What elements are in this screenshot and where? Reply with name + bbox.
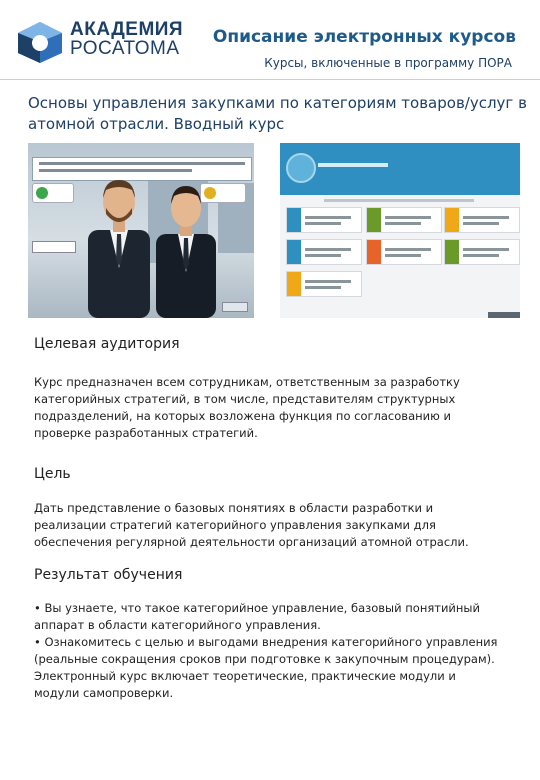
cycle-step-tile [286, 239, 362, 265]
section-text-goal [34, 500, 504, 551]
section-text-audience [34, 374, 504, 442]
cycle-step-tile [444, 239, 520, 265]
caption-label [32, 241, 76, 253]
cycle-step-tile [286, 207, 362, 233]
header-divider [0, 79, 540, 80]
presenter-left-icon [80, 168, 158, 318]
paragraph: Электронный курс включает теоретические, практические модули и модули самопроверки. [34, 669, 456, 700]
cycle-step-tile [286, 271, 362, 297]
paragraph: Курс предназначен всем сотрудникам, ответственным за разработку категорийных стратегий, в том числе, представителям структурных подразделений, на которых возложена функция по согласованию и проверке разработанных стратегий. [34, 375, 460, 440]
course-screenshot-cycle [280, 143, 520, 318]
rosatom-academy-logo-icon [14, 20, 66, 64]
bullet-item: • Вы узнаете, что такое категорийное управление, базовый понятийный аппарат в области категорийного управления. [34, 601, 480, 632]
section-text-results [34, 600, 504, 702]
section-heading-audience: Целевая аудитория [34, 336, 180, 352]
cycle-caption [324, 199, 474, 202]
presenter-right-icon [150, 178, 222, 318]
section-heading-results: Результат обучения [34, 567, 183, 583]
paragraph: Дать представление о базовых понятиях в области разработки и реализации стратегий категорийного управления закупками для обеспечения регулярной деятельности организаций атомной отрасли. [34, 501, 469, 549]
cycle-header-banner [280, 143, 520, 195]
cycle-step-tile [366, 239, 442, 265]
brand-line1: АКАДЕМИЯ [70, 19, 184, 40]
course-screenshot-presenters [28, 143, 254, 318]
cycle-step-tile [444, 207, 520, 233]
cycle-step-tile [366, 207, 442, 233]
brand-name [70, 20, 183, 58]
page-title: Описание электронных курсов [212, 27, 516, 47]
bullet-item: • Ознакомитесь с целью и выгодами внедрения категорийного управления (реальные сокращения сроков при подготовке к закупочным процедурам). [34, 635, 498, 666]
section-heading-goal: Цель [34, 466, 71, 482]
course-title: Основы управления закупками по категориям товаров/услуг в атомной отрасли. Вводный курс [28, 94, 527, 133]
brand-line2: РОСАТОМА [70, 38, 180, 59]
next-button [222, 302, 248, 312]
page-subtitle: Курсы, включенные в программу ПОРА [264, 56, 512, 70]
refresh-icon [286, 153, 316, 183]
navigation-bar [488, 312, 520, 318]
score-chip [32, 183, 74, 203]
